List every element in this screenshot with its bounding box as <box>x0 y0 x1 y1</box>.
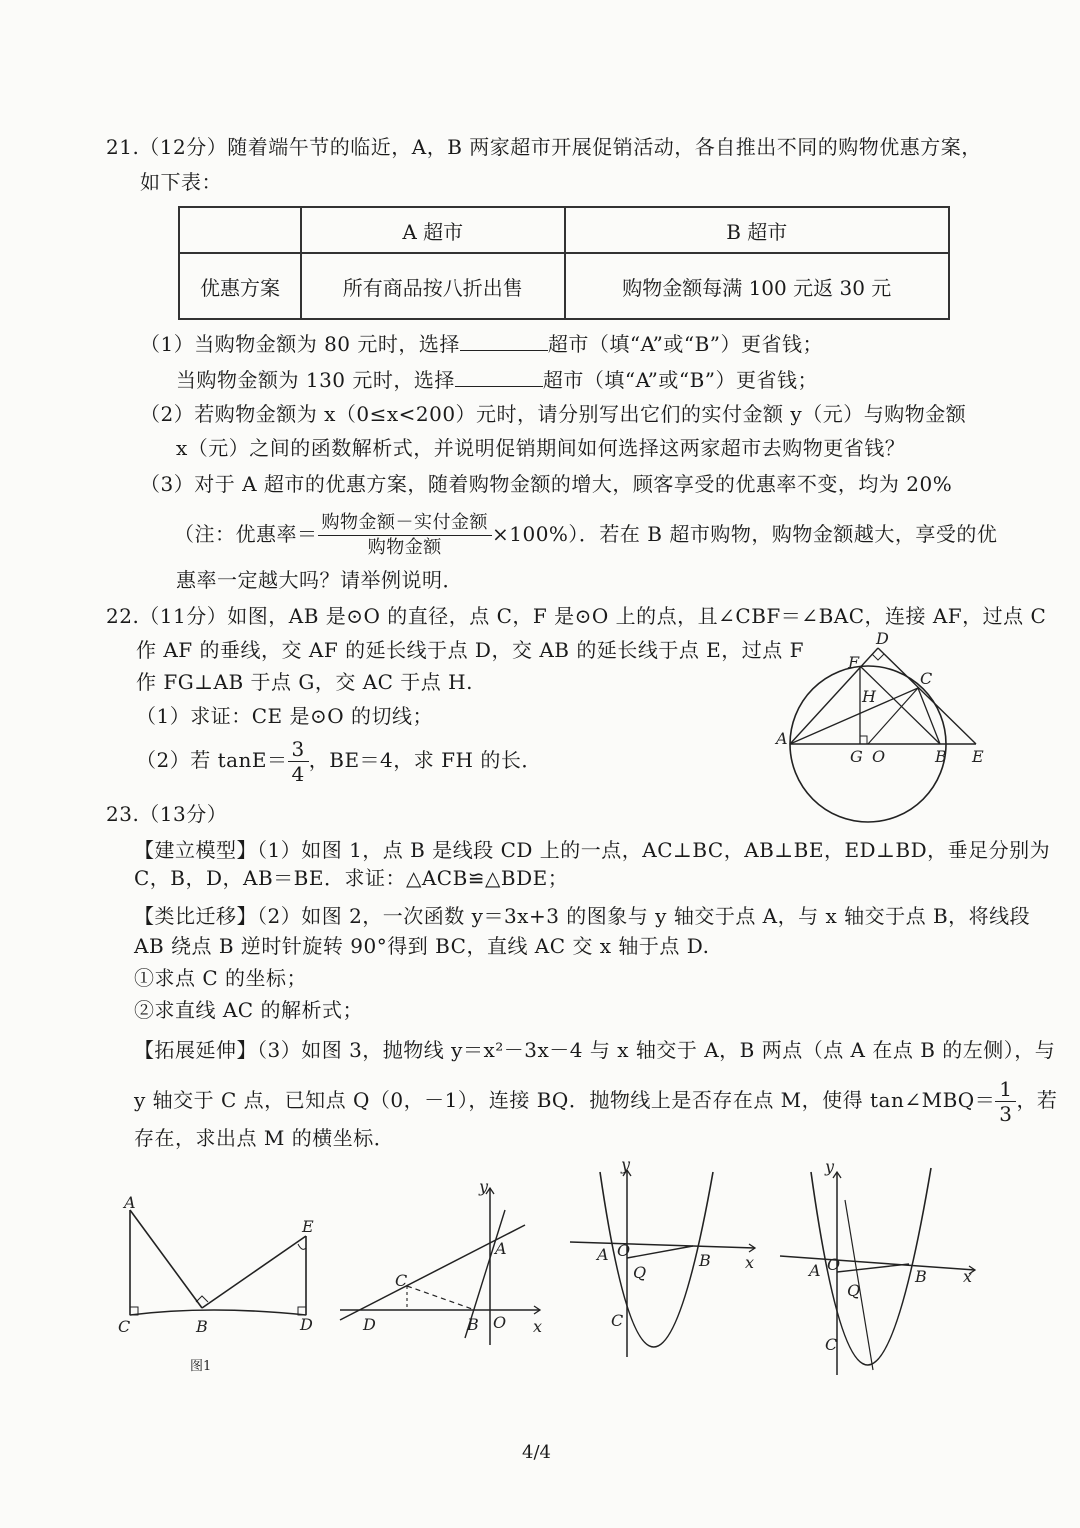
segment-ab <box>130 1210 202 1308</box>
fig1-label-e: E <box>302 1217 314 1236</box>
table-header-empty <box>179 207 301 253</box>
page-number: 4/4 <box>522 1442 551 1463</box>
fig1-caption: 图1 <box>190 1359 212 1374</box>
fig4-label-a: A <box>809 1261 821 1280</box>
q23-analog-line1: 【类比迁移】（2）如图 2，一次函数 y＝3x+3 的图象与 y 轴交于点 A，与 x 轴交于点 B，将线段 <box>134 904 1031 928</box>
q21-part3-line3: 惠率一定越大吗？请举例说明． <box>176 568 463 592</box>
angle-e-arc <box>298 1244 306 1249</box>
table-row-label: 优惠方案 <box>179 253 301 319</box>
fig3-label-o: O <box>617 1241 631 1260</box>
fraction-denominator: 购物金额 <box>367 537 442 558</box>
tan-mbq-numerator: 1 <box>995 1077 1016 1102</box>
fig1-label-d: D <box>300 1315 313 1334</box>
q21-part1-a-suffix: 超市（填“A”或“B”）更省钱； <box>547 332 823 356</box>
table-header-b: B 超市 <box>565 207 950 253</box>
q21-stem-line1: 21.（12分）随着端午节的临近，A，B 两家超市开展促销活动，各自推出不同的购物优惠方案， <box>106 135 982 159</box>
label-h: H <box>862 687 876 706</box>
fig2-label-d: D <box>363 1315 376 1334</box>
label-b: B <box>935 747 947 766</box>
q21-part1-b-text: 当购物金额为 130 元时，选择 <box>176 368 455 392</box>
segment-bq-3 <box>627 1246 693 1258</box>
fig3-label-c: C <box>611 1311 624 1330</box>
q22-circle-figure <box>776 629 1000 811</box>
fig3-label-x: x <box>745 1253 755 1272</box>
q22-part2 <box>136 736 542 786</box>
fig3-label-y: y <box>621 1155 631 1174</box>
figure-2 <box>335 1177 550 1350</box>
figure-4 <box>775 1157 985 1385</box>
q22-stem-line1: 22.（11分）如图，AB 是⊙O 的直径，点 C，F 是⊙O 上的点，且∠CBF＝∠BAC，连接 AF，过点 C <box>106 604 1047 628</box>
fig3-label-q: Q <box>633 1263 647 1282</box>
discount-rate-fraction <box>318 511 493 560</box>
label-d: D <box>876 629 889 648</box>
segment-be <box>202 1236 306 1308</box>
q23-ext-line2 <box>134 1076 1057 1126</box>
tan-denominator: 4 <box>291 762 305 786</box>
fig4-label-y: y <box>825 1157 835 1176</box>
q21-part3-note <box>174 510 997 560</box>
right-angle-d <box>872 654 884 660</box>
q23-model-line2: C，B，D，AB＝BE．求证：△ACB≌△BDE； <box>134 866 569 890</box>
fraction-numerator: 购物金额－实付金额 <box>318 511 493 536</box>
fig1-label-c: C <box>118 1317 131 1336</box>
label-g: G <box>850 747 863 766</box>
q21-part2-line2: x（元）之间的函数解析式，并说明促销期间如何选择这两家超市去购物更省钱？ <box>176 436 906 460</box>
answer-blank-1[interactable] <box>460 330 548 351</box>
q21-part1-line1 <box>140 330 823 358</box>
q21-note-prefix: （注：优惠率＝ <box>174 522 318 546</box>
q22-part1: （1）求证：CE 是⊙O 的切线； <box>136 704 433 728</box>
promo-table <box>178 206 950 320</box>
fig3-label-b: B <box>699 1251 711 1270</box>
fig2-label-o: O <box>493 1313 507 1332</box>
right-angle-g <box>860 736 867 744</box>
label-e: E <box>972 747 984 766</box>
fig2-label-a: A <box>495 1239 507 1258</box>
q21-part1-b-suffix: 超市（填“A”或“B”）更省钱； <box>542 368 818 392</box>
q23-title: 23.（13分） <box>106 802 228 826</box>
q22-part2-suffix: ，BE＝4，求 FH 的长． <box>308 748 542 772</box>
segment-bc-dashed <box>407 1286 475 1310</box>
fig4-label-q: Q <box>847 1281 861 1300</box>
q22-part2-prefix: （2）若 tanE＝ <box>136 748 288 772</box>
segment-bq-4 <box>837 1264 909 1272</box>
q23-ext-line3: 存在，求出点 M 的横坐标． <box>134 1126 395 1150</box>
line-ac <box>790 688 918 744</box>
tan-fraction <box>288 737 309 786</box>
q21-stem-line2: 如下表： <box>140 170 222 194</box>
label-a: A <box>776 729 788 748</box>
q21-note-suffix: ×100%）．若在 B 超市购物，购物金额越大，享受的优 <box>492 522 998 546</box>
q23-analog-q1: ①求点 C 的坐标； <box>134 966 308 990</box>
table-header-a: A 超市 <box>301 207 565 253</box>
q21-part2-line1: （2）若购物金额为 x（0≤x<200）元时，请分别写出它们的实付金额 y（元）与购物金额 <box>140 402 967 426</box>
segment-cd <box>130 1310 306 1315</box>
fig4-label-x: x <box>963 1267 973 1286</box>
q21-part1-line2 <box>176 366 818 394</box>
q21-part1-a-text: （1）当购物金额为 80 元时，选择 <box>140 332 460 356</box>
tan-mbq-denominator: 3 <box>999 1102 1013 1126</box>
fig4-label-b: B <box>915 1267 927 1286</box>
figure-1 <box>110 1193 330 1375</box>
tan-mbq-fraction <box>995 1077 1016 1126</box>
q22-stem-line3: 作 FG⊥AB 于点 G，交 AC 于点 H. <box>136 670 473 694</box>
q23-ext-suffix: ，若 <box>1016 1088 1058 1112</box>
figure-3 <box>565 1155 765 1362</box>
fig2-label-x: x <box>533 1317 543 1336</box>
q23-model-line1: 【建立模型】（1）如图 1，点 B 是线段 CD 上的一点，AC⊥BC，AB⊥BE，ED⊥BD，垂足分别为 <box>134 838 1051 862</box>
label-o: O <box>872 747 886 766</box>
table-cell-a-plan: 所有商品按八折出售 <box>301 253 565 319</box>
fig2-label-b: B <box>467 1315 479 1334</box>
fig1-label-a: A <box>124 1193 136 1212</box>
line-de <box>878 648 976 744</box>
table-cell-b-plan: 购物金额每满 100 元返 30 元 <box>565 253 950 319</box>
label-f: F <box>848 653 860 672</box>
fig4-label-c: C <box>825 1335 838 1354</box>
fig4-label-o: O <box>827 1255 841 1274</box>
fig2-label-y: y <box>479 1177 489 1196</box>
q22-stem-line2: 作 AF 的垂线，交 AF 的延长线于点 D，交 AB 的延长线于点 E，过点 F <box>136 638 805 662</box>
fig3-label-a: A <box>597 1245 609 1264</box>
q23-ext-line1: 【拓展延伸】（3）如图 3，抛物线 y＝x²－3x－4 与 x 轴交于 A，B 两点（点 A 在点 B 的左侧），与 <box>134 1038 1056 1062</box>
q23-analog-line2: AB 绕点 B 逆时针旋转 90°得到 BC，直线 AC 交 x 轴于点 D. <box>134 934 710 958</box>
label-c: C <box>920 669 933 688</box>
fig2-label-c: C <box>395 1271 408 1290</box>
q23-analog-q2: ②求直线 AC 的解析式； <box>134 998 363 1022</box>
q21-part3-line1: （3）对于 A 超市的优惠方案，随着购物金额的增大，顾客享受的优惠率不变，均为 20% <box>140 472 953 496</box>
answer-blank-2[interactable] <box>455 366 543 387</box>
fig1-label-b: B <box>196 1317 208 1336</box>
tan-numerator: 3 <box>288 737 309 762</box>
q23-ext-prefix: y 轴交于 C 点，已知点 Q（0，－1），连接 BQ．抛物线上是否存在点 M，使得 tan∠MBQ＝ <box>134 1088 996 1112</box>
